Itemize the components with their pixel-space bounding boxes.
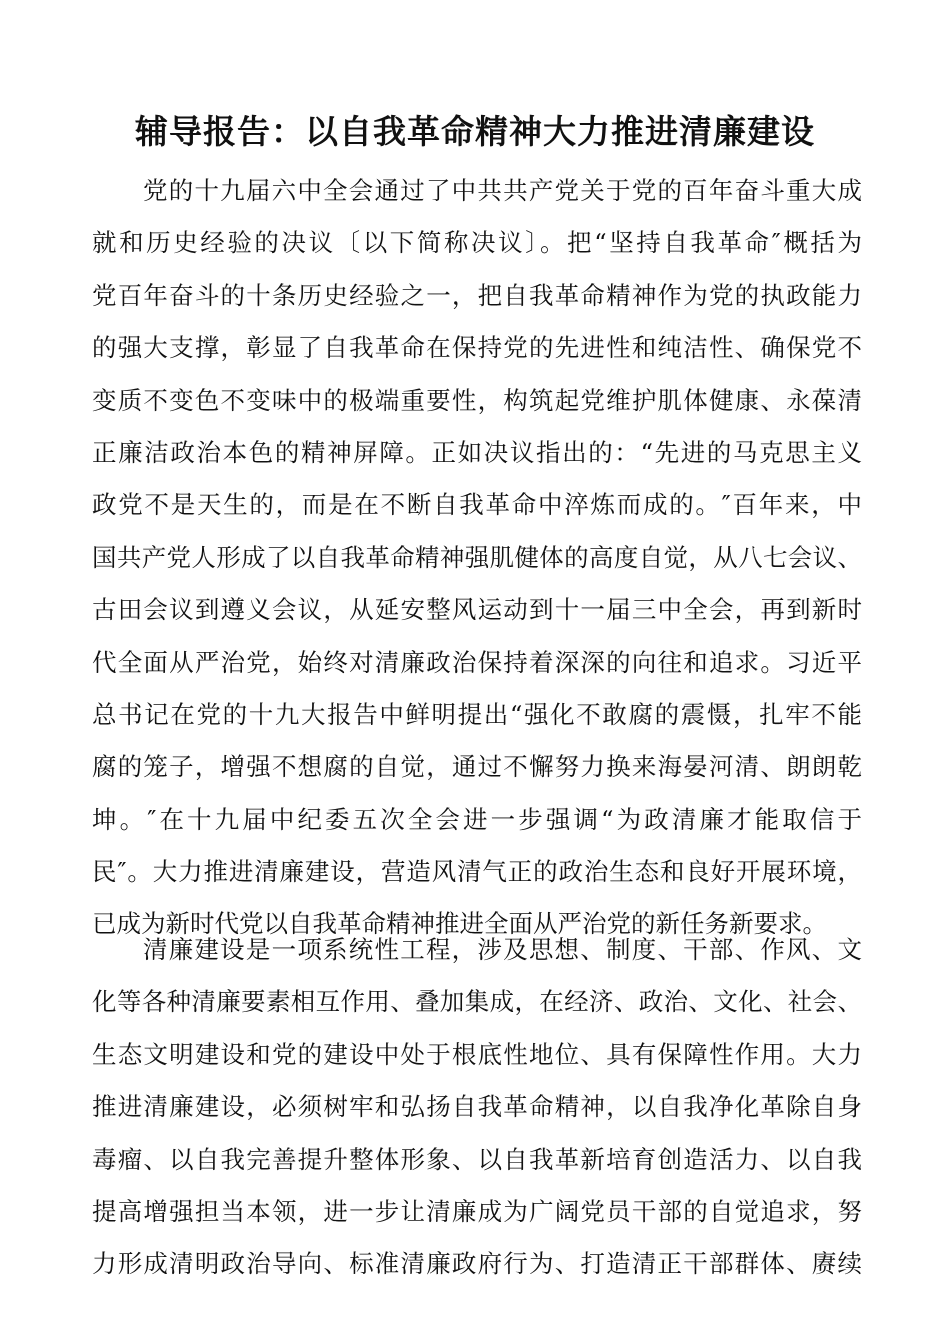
paragraph-line: 推进清廉建设，必须树牢和弘扬自我革命精神，以自我净化革除自身 [92, 1092, 862, 1122]
paragraph-line: 党百年奋斗的十条历史经验之一，把自我革命精神作为党的执政能力 [92, 280, 862, 310]
paragraph-line: 腐的笼子，增强不想腐的自觉，通过不懈努力换来海晏河清、朗朗乾 [92, 752, 862, 782]
paragraph-line: 化等各种清廉要素相互作用、叠加集成，在经济、政治、文化、社会、 [92, 987, 862, 1017]
document-title: 辅导报告：以自我革命精神大力推进清廉建设 [135, 112, 815, 151]
paragraph-line: 国共产党人形成了以自我革命精神强肌健体的高度自觉，从八七会议、 [92, 542, 862, 572]
paragraph-line: 坤。″在十九届中纪委五次全会进一步强调“为政清廉才能取信于 [92, 804, 862, 834]
paragraph-line: 的强大支撑，彰显了自我革命在保持党的先进性和纯洁性、确保党不 [92, 333, 862, 363]
paragraph-line: 就和历史经验的决议〔以下简称决议〕。把“坚持自我革命″概括为 [92, 228, 862, 258]
paragraph-line: 毒瘤、以自我完善提升整体形象、以自我革新培育创造活力、以自我 [92, 1144, 862, 1174]
paragraph-2 [92, 924, 862, 1291]
paragraph-line: 代全面从严治党，始终对清廉政治保持着深深的向往和追求。习近平 [92, 647, 862, 677]
paragraph-1 [92, 165, 862, 951]
paragraph-line: 总书记在党的十九大报告中鲜明提出“强化不敢腐的震慑，扎牢不能 [92, 699, 862, 729]
paragraph-line: 正廉洁政治本色的精神屏障。正如决议指出的：“先进的马克思主义 [92, 437, 862, 467]
paragraph-line: 党的十九届六中全会通过了中共共产党关于党的百年奋斗重大成 [143, 176, 862, 205]
paragraph-line: 已成为新时代党以自我革命精神推进全面从严治党的新任务新要求。 [92, 909, 827, 939]
paragraph-line: 民″。大力推进清廉建设，营造风清气正的政治生态和良好开展环境， [92, 857, 862, 887]
paragraph-line: 变质不变色不变味中的极端重要性，构筑起党维护肌体健康、永葆清 [92, 385, 862, 415]
paragraph-line: 提高增强担当本领，进一步让清廉成为广阔党员干部的自觉追求，努 [92, 1196, 862, 1226]
paragraph-line: 力形成清明政治导向、标准清廉政府行为、打造清正干部群体、赓续 [92, 1249, 862, 1279]
paragraph-line: 生态文明建设和党的建设中处于根底性地位、具有保障性作用。大力 [92, 1039, 862, 1069]
paragraph-line: 古田会议到遵义会议，从延安整风运动到十一届三中全会，再到新时 [92, 595, 862, 625]
paragraph-line: 清廉建设是一项系统性工程，涉及思想、制度、干部、作风、文 [143, 935, 862, 964]
paragraph-line: 政党不是天生的，而是在不断自我革命中淬炼而成的。″百年来，中 [92, 490, 862, 520]
